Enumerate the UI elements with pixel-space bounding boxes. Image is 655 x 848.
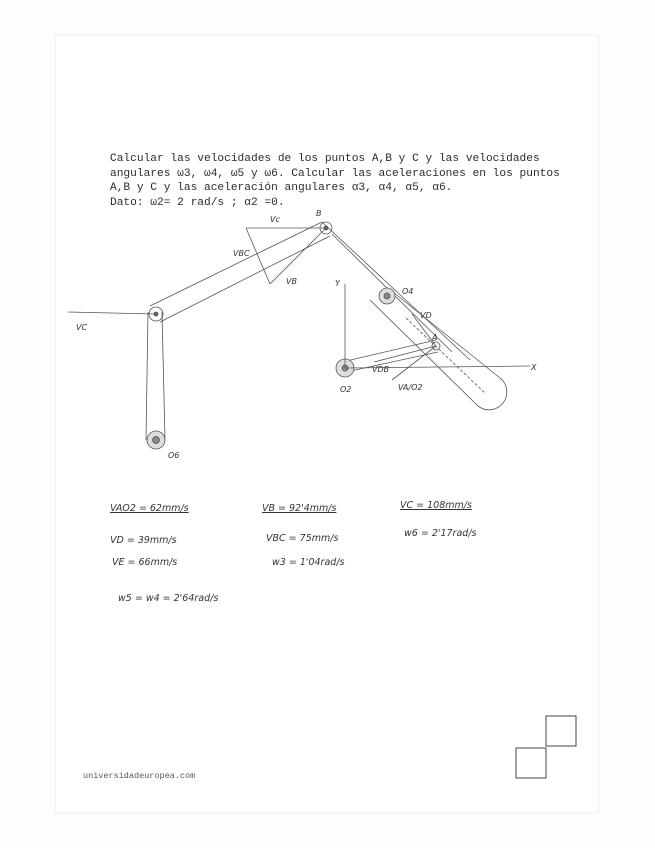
problem-line-2: angulares ω3, ω4, ω5 y ω6. Calcular las aceleraciones en los puntos (110, 167, 560, 180)
label-vc-top: Vc (270, 215, 280, 224)
result-w3: w3 = 1'04rad/s (272, 557, 345, 568)
label-vdb: VDB (372, 365, 390, 374)
label-vbc: VBC (233, 249, 250, 258)
result-vd: VD = 39mm/s (110, 535, 177, 546)
label-x: X (531, 363, 537, 372)
label-vd: VD (420, 311, 432, 320)
result-vbc: VBC = 75mm/s (266, 533, 339, 544)
label-vb: VB (286, 277, 297, 286)
label-o4: O4 (402, 287, 414, 296)
vector-vdb (374, 346, 436, 362)
result-vc: VC = 108mm/s (400, 500, 472, 511)
label-a: A (432, 333, 438, 342)
label-vc-left: VC (76, 323, 88, 332)
result-vb: VB = 92'4mm/s (262, 503, 337, 514)
label-o6: O6 (168, 451, 180, 460)
problem-line-4: Dato: ω2= 2 rad/s ; α2 =0. (110, 196, 285, 209)
problem-line-3: A,B y C y las aceleración angulares α3, α4, α5, α6. (110, 182, 453, 194)
result-w5-w4: w5 = w4 = 2'64rad/s (118, 593, 219, 604)
result-vao2: VAO2 = 62mm/s (110, 503, 189, 514)
vector-vb (270, 228, 326, 284)
vector-vc-left (68, 312, 156, 314)
logo-square-top (546, 716, 576, 746)
problem-line-1: Calcular las velocidades de los puntos A,B y C y las velocidades (110, 153, 540, 165)
link-b-o4 (322, 222, 470, 360)
label-y: Y (335, 279, 340, 288)
vector-vbc (246, 228, 270, 284)
label-va: VA/O2 (398, 383, 423, 392)
link-o6-c (146, 312, 165, 440)
label-b: B (316, 209, 322, 218)
label-o2: O2 (340, 385, 352, 394)
result-w6: w6 = 2'17rad/s (404, 528, 477, 539)
vector-va (392, 346, 436, 380)
result-ve: VE = 66mm/s (112, 557, 178, 568)
logo-square-bottom (516, 748, 546, 778)
footer-url: universidadeuropea.com (83, 771, 196, 781)
link-c-b (150, 222, 330, 322)
